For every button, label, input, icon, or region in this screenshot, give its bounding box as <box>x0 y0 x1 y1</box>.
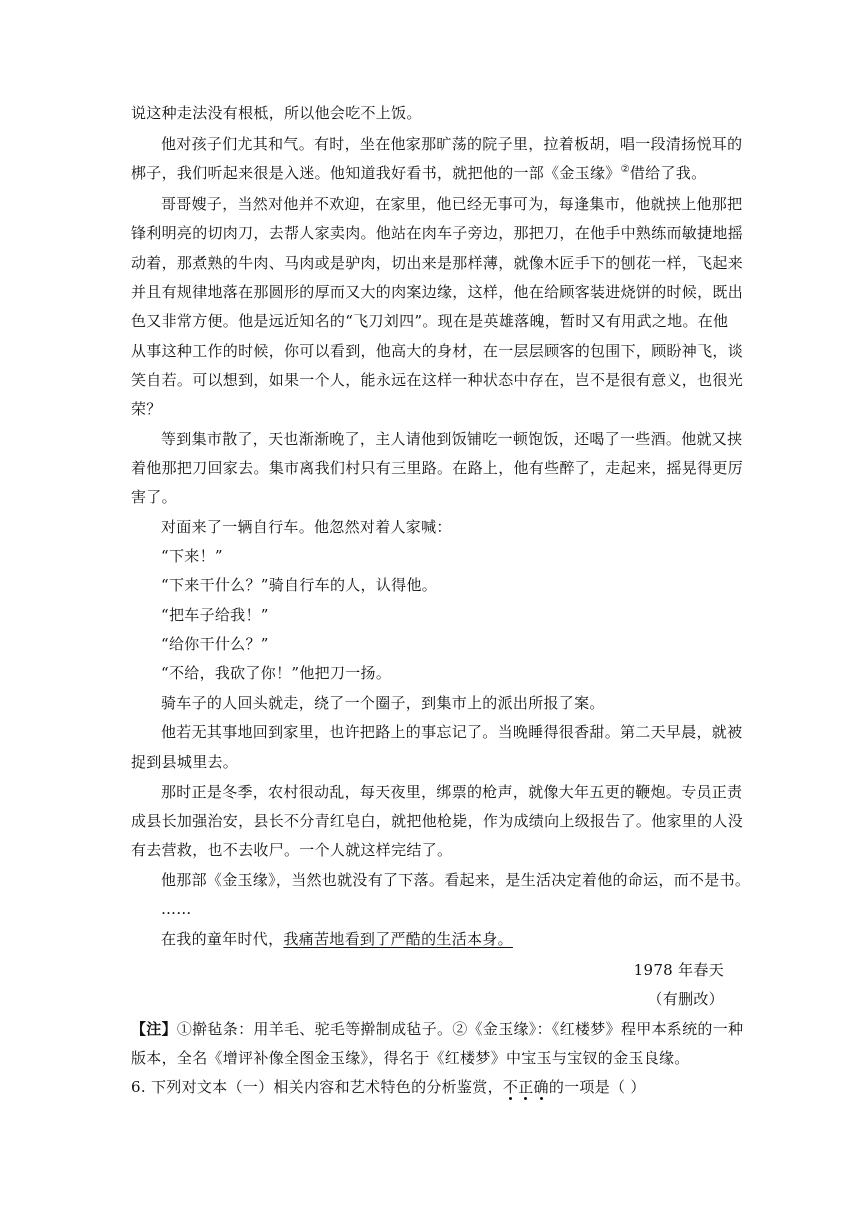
emphasis-char: 确 <box>533 1078 549 1096</box>
dialogue-line: “给你干什么？” <box>161 635 269 653</box>
text-line: 说这种走法没有根柢，所以他会吃不上饭。 <box>131 104 422 122</box>
question-line: 6. 下列对文本（一）相关内容和艺术特色的分析鉴赏，不正确的一项是（ ） <box>131 1078 646 1096</box>
footnote-line: 【注】①擀毡条：用羊毛、驼毛等擀制成毡子。②《金玉缘》：《红楼梦》程甲本系统的一种 <box>131 1020 744 1038</box>
text-line: 荣？ <box>131 400 162 418</box>
emphasis-char: 不 <box>502 1078 519 1096</box>
underlined-sentence: 我痛苦地看到了严酷的生活本身。 <box>283 930 513 948</box>
revision-note: （有删改） <box>647 990 724 1008</box>
text-line: 对面来了一辆自行车。他忽然对着人家喊： <box>161 518 452 536</box>
text-line: 他那部《金玉缘》，当然也就没有了下落。看起来，是生活决定着他的命运，而不是书。 <box>161 871 751 889</box>
text-line: 哥哥嫂子，当然对他并不欢迎，在家里，他已经无事可为，每逢集市，他就挟上他那把 <box>161 195 743 213</box>
text-line: 害了。 <box>131 488 177 506</box>
date-line: 1978 年春天 <box>633 961 724 979</box>
text-line: 有去营救，也不去收尸。一个人就这样完结了。 <box>131 841 453 859</box>
text-line: 在我的童年时代，我痛苦地看到了严酷的生活本身。 <box>161 930 513 948</box>
text-line: 成县长加强治安，县长不分青红皂白，就把他枪毙，作为成绩向上级报告了。他家里的人没 <box>131 812 744 830</box>
footnote-line: 版本，全名《增评补像全图金玉缘》，得名于《红楼梦》中宝玉与宝钗的金玉良缘。 <box>131 1049 690 1067</box>
text-line: 从事这种工作的时候，你可以看到，他高大的身材，在一层层顾客的包围下，顾盼神飞，谈 <box>131 342 744 360</box>
dialogue-line: “下来！” <box>161 547 223 565</box>
text-line: 等到集市散了，天也渐渐晚了，主人请他到饭铺吃一顿饱饭，还喝了一些酒。他就又挟 <box>161 430 743 448</box>
text-line: 动着，那煮熟的牛肉、马肉或是驴肉，切出来是那样薄，就像木匠手下的刨花一样，飞起来 <box>131 254 744 272</box>
text-line: 骑车子的人回头就走，绕了一个圈子，到集市上的派出所报了案。 <box>161 694 605 712</box>
dialogue-line: “不给，我砍了你！”他把刀一扬。 <box>161 664 392 682</box>
text-line: 梆子，我们听起来很是入迷。他知道我好看书，就把他的一部《金玉缘》②借给了我。 <box>131 164 707 182</box>
text-line: 色又非常方便。他是远近知名的“飞刀刘四”。现在是英雄落魄，暂时又有用武之地。在他 <box>131 312 729 330</box>
dialogue-line: “下来干什么？”骑自行车的人，认得他。 <box>161 576 438 594</box>
text-line: 着他那把刀回家去。集市离我们村只有三里路。在路上，他有些醉了，走起来，摇晃得更厉 <box>131 459 744 477</box>
text-line: 捉到县城里去。 <box>131 753 239 771</box>
text-line: 锋利明亮的切肉刀，去帮人家卖肉。他站在肉车子旁边，那把刀，在他手中熟练而敏捷地摇 <box>131 224 744 242</box>
text-line: 笑自若。可以想到，如果一个人，能永远在这样一种状态中存在，岂不是很有意义，也很光 <box>131 371 744 389</box>
text-line: 他对孩子们尤其和气。有时，坐在他家那旷荡的院子里，拉着板胡，唱一段清扬悦耳的 <box>161 135 743 153</box>
emphasis-char: 正 <box>518 1078 534 1096</box>
text-line: 他若无其事地回到家里，也许把路上的事忘记了。当晚睡得很香甜。第二天早晨，就被 <box>161 723 743 741</box>
ellipsis: …… <box>161 900 192 918</box>
footnote-marker: ② <box>620 164 630 175</box>
dialogue-line: “把车子给我！” <box>161 606 269 624</box>
text-line: 并且有规律地落在那圆形的厚而又大的肉案边缘，这样，他在给顾客装进烧饼的时候，既出 <box>131 283 744 301</box>
note-label: 【注】 <box>131 1020 177 1038</box>
text-line: 那时正是冬季，农村很动乱，每天夜里，绑票的枪声，就像大年五更的鞭炮。专员正责 <box>161 783 743 801</box>
